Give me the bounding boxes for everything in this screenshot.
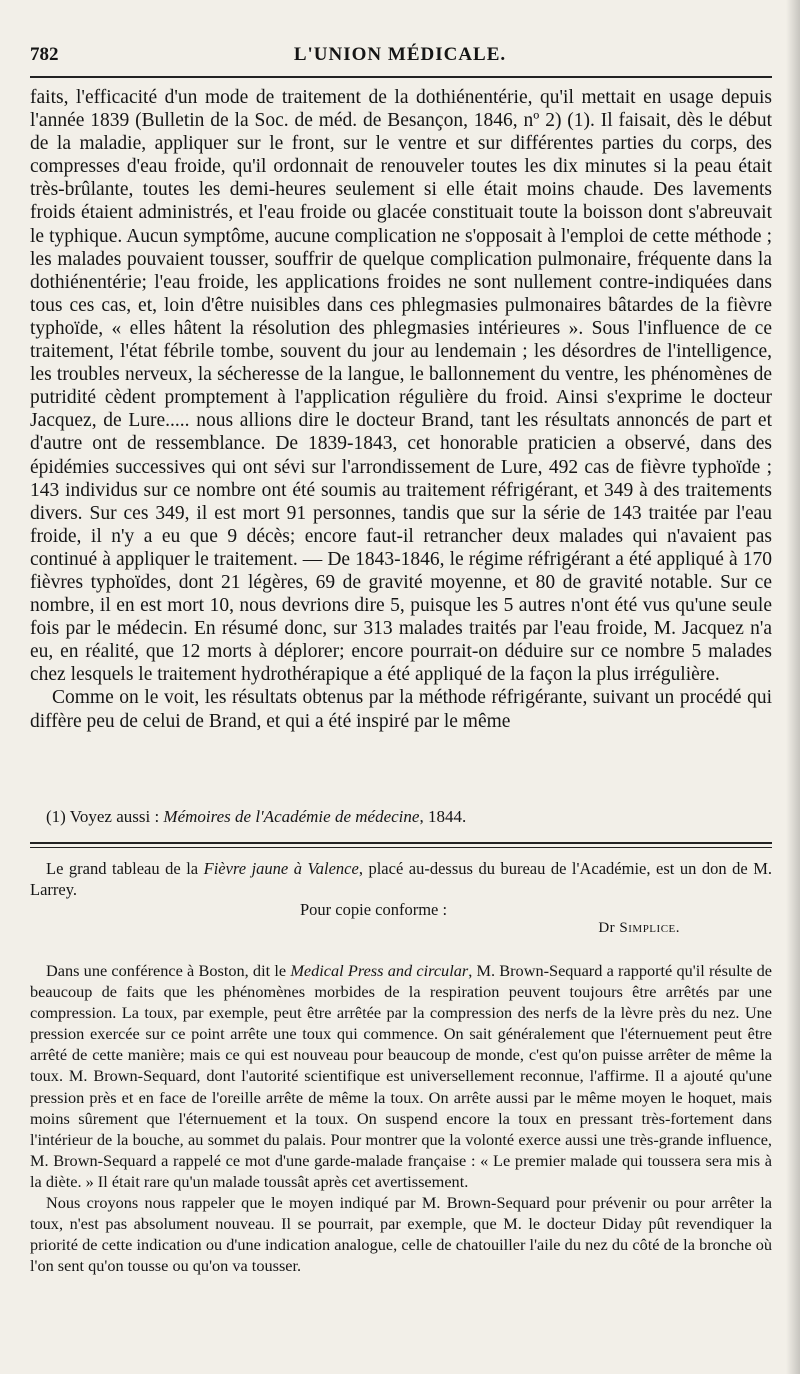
- main-paragraph-1: faits, l'efficacité d'un mode de traitement de la dothiénentérie, qu'il mettait en usage depuis l'année 1839 (Bulletin de la Soc. de méd. de Besançon, 1846, nº 2) (1). Il faisait, dès le début de la maladie, appliquer sur le front, sur le ventre et sur différentes parties du corps, des compresses d'eau froide, qu'il ordonnait de renouveler toutes les dix minutes si la peau était très-brûlante, toutes les demi-heures seulement si elle était moins chaude. Des lavements froids étaient administrés, et l'eau froide ou glacée constituait toute la boisson dont s'abreuvait le typhique. Aucun symptôme, aucune complication ne s'opposait à l'emploi de cette méthode ; les malades pouvaient tousser, souffrir de quelque complication pulmonaire, fréquente dans la dothiénentérie; l'eau froide, les applications froides ne sont nullement contre-indiquées dans tous ces cas, et, loin d'être nuisibles dans ces phlegmasies pulmonaires bâtardes de la fièvre typhoïde, « elles hâtent la résolution des phlegmasies intérieures ». Sous l'influence de ce traitement, l'état fébrile tombe, souvent du jour au lendemain ; les désordres de l'intelligence, les troubles nerveux, la sécheresse de la langue, le ballonnement du ventre, les phénomènes de putridité cèdent promptement à l'application régulière du froid. Ainsi s'exprime le docteur Jacquez, de Lure..... nous allions dire le docteur Brand, tant les résultats annoncés de part et d'autre ont de ressemblance. De 1839-1843, cet honorable praticien a observé, dans des épidémies successives qui ont sévi sur l'arrondissement de Lure, 492 cas de fièvre typhoïde ; 143 individus sur ce nombre ont été soumis au traitement réfrigérant, et 349 à des traitements divers. Sur ces 349, il est mort 91 personnes, tandis que sur la série de 143 traitée par l'eau froide, il n'y a eu que 9 décès; encore faut-il retrancher deux malades qui n'avaient pas continué à appliquer le traitement. — De 1843-1846, le régime réfrigérant a été appliqué à 170 fièvres typhoïdes, dont 21 légères, 69 de gravité moyenne, et 80 de gravité notable. Sur ce nombre, il en est mort 10, nous devrions dire 5, puisque les 5 autres n'ont été vus qu'une seule fois par le médecin. En résumé donc, sur 313 malades traités par l'eau froide, M. Jacquez n'a eu, en réalité, que 12 morts à déplorer; encore pourrait-on déduire sur ce nombre 5 malades chez lesquels le traitement hydrothérapique a été appliqué de la façon la plus irrégulière.: [30, 87, 772, 686]
- main-text: [30, 86, 772, 733]
- brown-sequard-article: [30, 960, 772, 1276]
- section-divider: [30, 842, 772, 844]
- article-p1-after: , M. Brown-Sequard a rapporté qu'il résulte de beaucoup de faits que les phénomènes morbides de la respiration peuvent toujours être arrêtés par une compression. La toux, par exemple, peut être arrêtée par la compression des nerfs de la lèvre près du nez. Une pression exercée sur ce point arrête une toux qui commence. On sait généralement que l'éternuement peut être arrêté de cette manière; mais ce qui est nouveau pour beaucoup de monde, c'est qu'on puisse arrêter de même la toux. M. Brown-Sequard, dont l'autorité scientifique est universellement reconnue, l'affirme. Il a ajouté qu'une pression près et en face de l'oreille arrête de même la toux. On arrête aussi par le même moyen le hoquet, mais moins sûrement que l'éternuement et la toux. On suspend encore la toux en pressant très-fortement dans l'intérieur de la bouche, au sommet du palais. Pour montrer que la volonté exerce aussi une très-grande influence, M. Brown-Sequard a rappelé ce mot d'une garde-malade française : « Le premier malade qui toussera sera mis à la diète. » Il était rare qu'un malade toussât après cet avertissement.: [30, 961, 772, 1191]
- page-number: 782: [30, 44, 59, 65]
- signature-prefix: Dr: [598, 920, 620, 936]
- notice-text-after: , placé au-dessus du bureau de l'Académie, est un don de M. Larrey.: [30, 859, 772, 899]
- page-header: [30, 44, 770, 72]
- notice-text-before: Le grand tableau de la: [46, 859, 204, 878]
- notice-painting-title: Fièvre jaune à Valence: [203, 859, 359, 878]
- article-p1-before: Dans une conférence à Boston, dit le: [46, 961, 291, 980]
- footnote-marker: (1) Voyez aussi :: [46, 807, 164, 826]
- footnote: [46, 806, 746, 828]
- article-journal-name: Medical Press and circular: [290, 961, 469, 980]
- article-paragraph-2: Nous croyons nous rappeler que le moyen indiqué par M. Brown-Sequard pour prévenir ou pour arrêter la toux, n'est pas absolument nouveau. Il se pourrait, par exemple, que M. le docteur Diday pût revendiquer la priorité de cette indication ou d'une indication analogue, celle de chatouiller l'aile du nez du côté de la bronche où l'on sent qu'on tousse ou qu'on va tousser.: [30, 1193, 772, 1276]
- running-head: L'UNION MÉDICALE.: [293, 44, 507, 65]
- notice-paragraph: [30, 858, 772, 900]
- footnote-year: , 1844.: [419, 807, 467, 826]
- section-divider-thin: [30, 847, 772, 848]
- signature: [598, 920, 680, 937]
- copy-conforme: Pour copie conforme :: [300, 900, 448, 919]
- main-paragraph-2: Comme on le voit, les résultats obtenus par la méthode réfrigérante, suivant un procédé qui diffère peu de celui de Brand, et qui a été inspiré par le même: [30, 687, 772, 732]
- header-rule: [30, 76, 772, 78]
- signature-name: Simplice.: [619, 920, 680, 936]
- academy-notice: [30, 858, 772, 900]
- page-edge-shadow: [786, 0, 800, 1374]
- article-paragraph-1: [30, 960, 772, 1192]
- footnote-title: Mémoires de l'Académie de médecine: [163, 807, 420, 826]
